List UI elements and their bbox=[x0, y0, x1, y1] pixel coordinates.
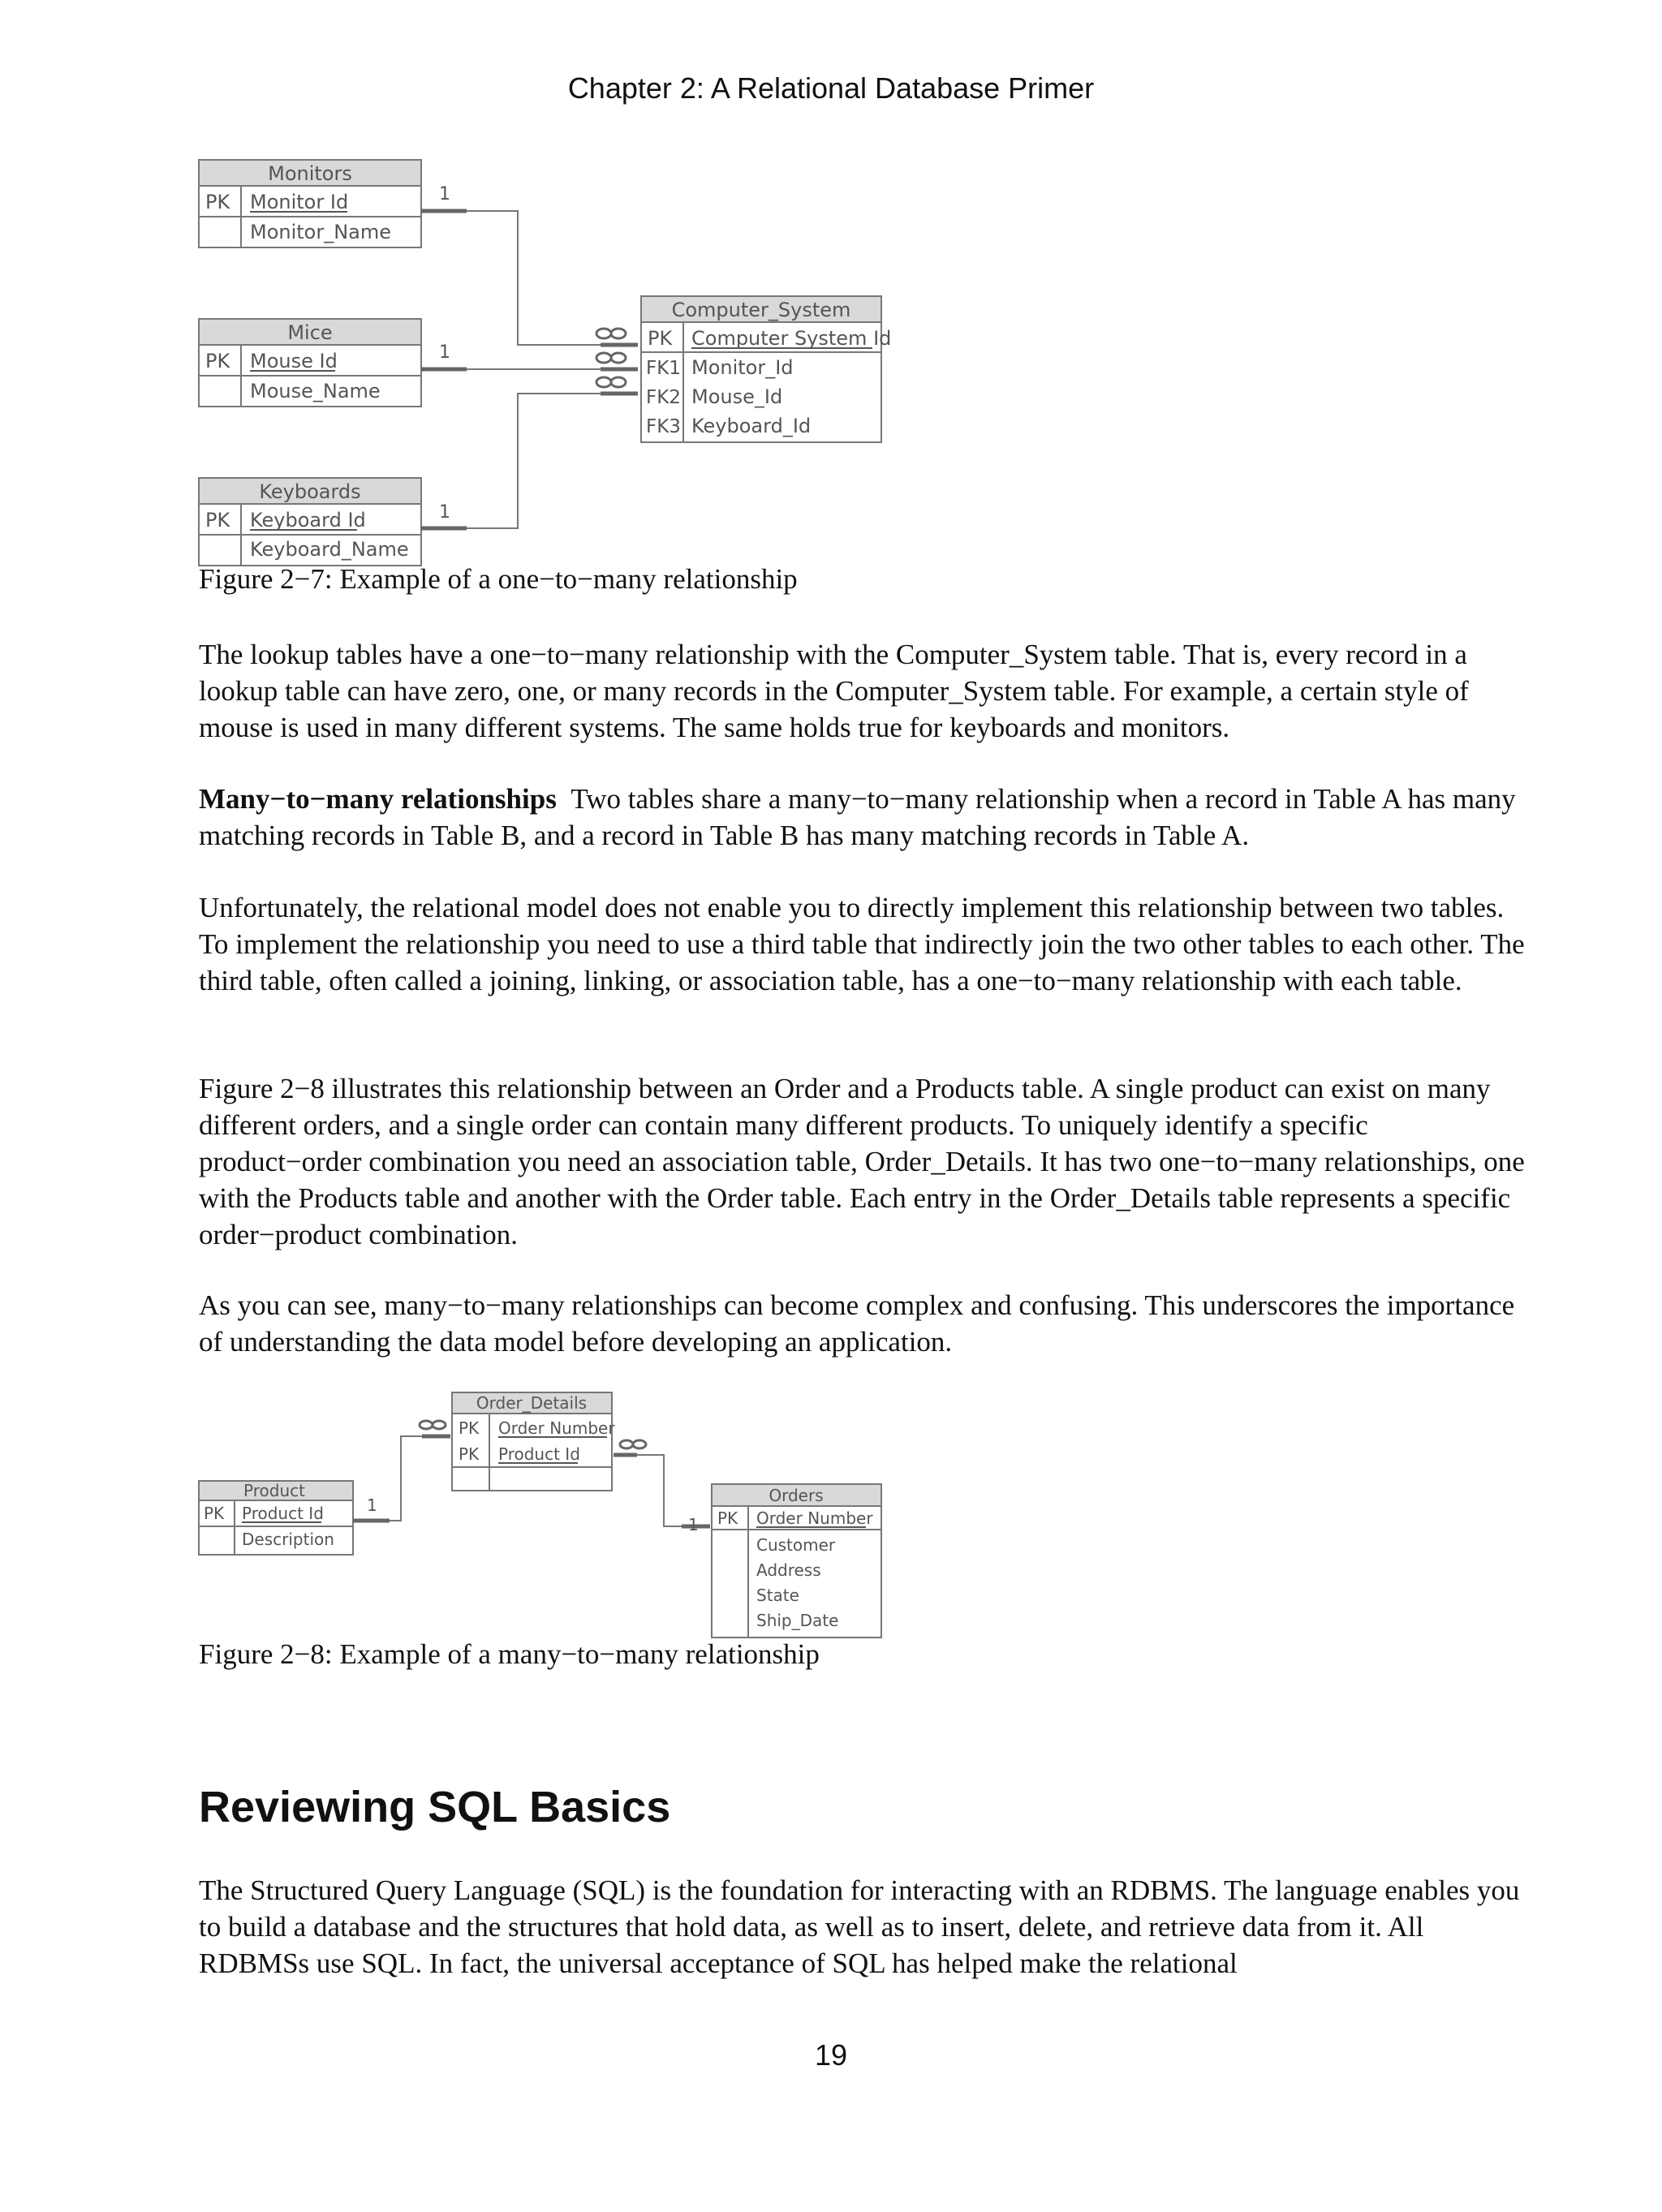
one-label-product: 1 bbox=[367, 1495, 377, 1515]
monitors-pk-label: PK bbox=[205, 191, 230, 213]
chapter-header: Chapter 2: A Relational Database Primer bbox=[567, 71, 1095, 105]
computer-system-fk2-field: Mouse_Id bbox=[691, 385, 783, 408]
term-many-to-many: Many−to−many relationships bbox=[199, 783, 557, 815]
monitors-pk-field: Monitor Id bbox=[250, 191, 349, 213]
figure-2-7-caption: Figure 2−7: Example of a one−to−many relationship bbox=[199, 563, 798, 595]
computer-system-fk1-label: FK1 bbox=[646, 358, 681, 379]
one-label-monitors: 1 bbox=[439, 184, 450, 204]
infinity-icon bbox=[420, 1421, 446, 1429]
paragraph-sql-basics: The Structured Query Language (SQL) is the foundation for interacting with an RDBMS. The language enables you to build a database and the structures that hold data, as well as to insert, delete, and retrieve data from it. All RDBMSs use SQL. In fact, the universal acceptance of SQL has helped make the relational bbox=[199, 1874, 1520, 1979]
orders-table bbox=[712, 1484, 881, 1637]
many-symbols bbox=[596, 329, 626, 387]
orders-pk-field: Order Number bbox=[756, 1508, 873, 1528]
paragraph-relational-model: Unfortunately, the relational model does not enable you to directly implement this relationship between two tables. To implement the relationship you need to use a third table that indirectly join the two other tables to each other. The third table, often called a joining, linking, or association table, has a one−to−many relationship with each table. bbox=[199, 892, 1525, 996]
figure-2-8-caption: Figure 2−8: Example of a many−to−many relationship bbox=[199, 1638, 820, 1670]
mice-pk-field: Mouse Id bbox=[250, 350, 338, 372]
figure-2-7-diagram bbox=[0, 146, 909, 568]
orders-pk-label: PK bbox=[717, 1508, 738, 1528]
computer-system-table-name: Computer_System bbox=[671, 299, 851, 321]
orders-field-4: Ship_Date bbox=[756, 1611, 839, 1630]
order-details-table-name: Order_Details bbox=[476, 1393, 588, 1413]
order-details-table bbox=[452, 1392, 615, 1491]
order-details-pk-label-2: PK bbox=[459, 1444, 480, 1464]
infinity-icon bbox=[620, 1440, 646, 1448]
paragraph-lookup-tables: The lookup tables have a one−to−many relationship with the Computer_System table. That is, every record in a lookup table can have zero, one, or many records in the Computer_System table. For example, a certain style of mouse is used in many different systems. The same holds true for keyboards and monitors. bbox=[199, 639, 1469, 743]
keyboards-pk-label: PK bbox=[205, 509, 230, 531]
computer-system-pk-field: Computer System Id bbox=[691, 327, 892, 350]
keyboards-field-1: Keyboard_Name bbox=[250, 538, 409, 561]
figure-2-8-diagram bbox=[0, 1379, 909, 1647]
paragraph-complexity: As you can see, many−to−many relationships can become complex and confusing. This underscores the importance of understanding the data model before developing an application. bbox=[199, 1289, 1515, 1358]
mice-field-1: Mouse_Name bbox=[250, 380, 381, 402]
product-table-name: Product bbox=[243, 1481, 305, 1500]
orders-table-name: Orders bbox=[769, 1486, 824, 1505]
computer-system-fk1-field: Monitor_Id bbox=[691, 356, 794, 379]
order-details-pk-field-1: Order Number bbox=[498, 1418, 615, 1438]
order-details-pk-label-1: PK bbox=[459, 1418, 480, 1438]
orders-field-1: Customer bbox=[756, 1535, 836, 1555]
orders-field-2: Address bbox=[756, 1560, 821, 1580]
orders-field-3: State bbox=[756, 1586, 799, 1605]
computer-system-table bbox=[641, 296, 891, 442]
mice-table-name: Mice bbox=[287, 321, 333, 344]
product-pk-label: PK bbox=[204, 1504, 225, 1523]
product-table bbox=[199, 1481, 353, 1555]
one-label-keyboards: 1 bbox=[439, 502, 450, 523]
mice-pk-label: PK bbox=[205, 350, 230, 372]
keyboards-table bbox=[199, 478, 421, 566]
paragraph-figure-2-8-intro: Figure 2−8 illustrates this relationship between an Order and a Products table. A single product can exist on many different orders, and a single order can contain many different products. To uniquely identify a specific product−order combination you need an association table, Order_Details. It has two one−to−many relationships, one with the Products table and another with the Order table. Each entry in the Order_Details table represents a specific order−product combination. bbox=[199, 1073, 1525, 1250]
computer-system-fk3-label: FK3 bbox=[646, 416, 681, 437]
keyboards-pk-field: Keyboard Id bbox=[250, 509, 366, 531]
relationship-lines bbox=[421, 211, 638, 528]
computer-system-fk2-label: FK2 bbox=[646, 387, 681, 408]
computer-system-pk-label: PK bbox=[648, 327, 673, 350]
computer-system-fk3-field: Keyboard_Id bbox=[691, 415, 812, 437]
paragraph-many-to-many bbox=[199, 781, 1538, 854]
product-field-1: Description bbox=[242, 1530, 334, 1549]
page-number: 19 bbox=[814, 2038, 848, 2072]
section-title: Reviewing SQL Basics bbox=[199, 1783, 671, 1831]
keyboards-table-name: Keyboards bbox=[259, 480, 361, 503]
monitors-table-name: Monitors bbox=[268, 162, 352, 185]
one-label-mice: 1 bbox=[439, 342, 450, 363]
one-label-orders: 1 bbox=[688, 1515, 699, 1534]
order-details-pk-field-2: Product Id bbox=[498, 1444, 580, 1464]
infinity-icon bbox=[596, 329, 626, 338]
mice-table bbox=[199, 319, 421, 407]
product-pk-field: Product Id bbox=[242, 1504, 324, 1523]
infinity-icon bbox=[596, 353, 626, 363]
paragraph-many-to-many-text: Two tables share a many−to−many relationship when a record in Table A has many matching records in Table B, and a record in Table B has many matching records in Table A. bbox=[199, 783, 1516, 851]
monitors-field-1: Monitor_Name bbox=[250, 221, 392, 243]
monitors-table bbox=[199, 160, 421, 247]
infinity-icon bbox=[596, 377, 626, 387]
